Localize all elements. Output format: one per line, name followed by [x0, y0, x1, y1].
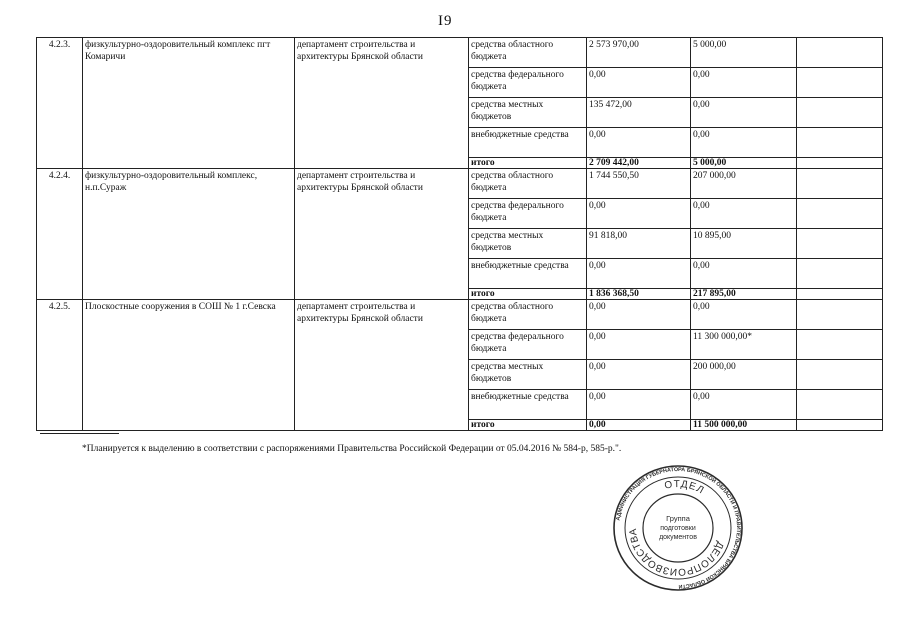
footnote: *Планируется к выделению в соответствии с распоряжениями Правительства Российской Федерации от 05.04.2016 № 584-р, 585-р.". [82, 444, 622, 454]
empty-cell [797, 420, 883, 431]
stamp-middle-top-text: ОТДЕЛ [663, 478, 707, 497]
amount-total: 2 573 970,00 [587, 38, 691, 68]
empty-cell [797, 300, 883, 330]
empty-cell [797, 128, 883, 158]
empty-cell [797, 98, 883, 128]
funding-source: средства областного бюджета [469, 300, 587, 330]
executor: департамент строительства и архитектуры Брянской области [295, 38, 469, 169]
total-amount: 1 836 368,50 [587, 289, 691, 300]
object-name: Плоскостные сооружения в СОШ № 1 г.Севска [83, 300, 295, 431]
empty-cell [797, 259, 883, 289]
amount-total: 0,00 [587, 128, 691, 158]
item-number: 4.2.4. [37, 169, 83, 300]
item-number: 4.2.5. [37, 300, 83, 431]
amount-year: 0,00 [691, 128, 797, 158]
empty-cell [797, 68, 883, 98]
amount-year: 200 000,00 [691, 360, 797, 390]
amount-year: 207 000,00 [691, 169, 797, 199]
empty-cell [797, 199, 883, 229]
total-amount: 0,00 [587, 420, 691, 431]
funding-source: внебюджетные средства [469, 259, 587, 289]
amount-year: 0,00 [691, 259, 797, 289]
funding-source: средства областного бюджета [469, 38, 587, 68]
empty-cell [797, 360, 883, 390]
funding-source: средства областного бюджета [469, 169, 587, 199]
total-amount: 217 895,00 [691, 289, 797, 300]
amount-year: 0,00 [691, 199, 797, 229]
amount-total: 0,00 [587, 360, 691, 390]
amount-total: 0,00 [587, 259, 691, 289]
funding-table [36, 37, 883, 431]
stamp-center-line2: подготовки [660, 525, 696, 532]
fund-row [37, 38, 883, 68]
total-amount: 5 000,00 [691, 158, 797, 169]
amount-total: 0,00 [587, 330, 691, 360]
funding-source: средства федерального бюджета [469, 199, 587, 229]
amount-year: 0,00 [691, 390, 797, 420]
amount-year: 5 000,00 [691, 38, 797, 68]
amount-total: 135 472,00 [587, 98, 691, 128]
empty-cell [797, 169, 883, 199]
empty-cell [797, 390, 883, 420]
executor: департамент строительства и архитектуры Брянской области [295, 300, 469, 431]
empty-cell [797, 330, 883, 360]
executor: департамент строительства и архитектуры Брянской области [295, 169, 469, 300]
object-name: физкультурно-оздоровительный комплекс пгт Комаричи [83, 38, 295, 169]
total-amount: 11 500 000,00 [691, 420, 797, 431]
total-label: итого [469, 289, 587, 300]
empty-cell [797, 38, 883, 68]
office-stamp [612, 463, 744, 593]
funding-source: средства местных бюджетов [469, 98, 587, 128]
stamp-ring-text: ДЕЛОПРОИЗВОДСТВА [627, 527, 726, 578]
amount-total: 0,00 [587, 300, 691, 330]
funding-source: средства местных бюджетов [469, 229, 587, 259]
funding-source: внебюджетные средства [469, 128, 587, 158]
empty-cell [797, 158, 883, 169]
amount-year: 0,00 [691, 300, 797, 330]
page-number: I9 [438, 13, 453, 29]
fund-row [37, 300, 883, 330]
empty-cell [797, 289, 883, 300]
amount-total: 0,00 [587, 68, 691, 98]
stamp-center-line3: документов [659, 534, 697, 541]
funding-source: внебюджетные средства [469, 390, 587, 420]
fund-row [37, 169, 883, 199]
amount-year: 11 300 000,00* [691, 330, 797, 360]
stamp-outer-text: АДМИНИСТРАЦИЯ ГУБЕРНАТОРА БРЯНСКОЙ ОБЛАСТИ И ПРАВИТЕЛЬСТВА БРЯНСКОЙ ОБЛАСТИ [615, 466, 742, 590]
amount-year: 10 895,00 [691, 229, 797, 259]
empty-cell [797, 229, 883, 259]
funding-source: средства местных бюджетов [469, 360, 587, 390]
amount-year: 0,00 [691, 98, 797, 128]
amount-total: 0,00 [587, 390, 691, 420]
item-number: 4.2.3. [37, 38, 83, 169]
total-label: итого [469, 158, 587, 169]
total-amount: 2 709 442,00 [587, 158, 691, 169]
funding-source: средства федерального бюджета [469, 330, 587, 360]
amount-total: 0,00 [587, 199, 691, 229]
amount-total: 1 744 550,50 [587, 169, 691, 199]
footnote-rule [40, 433, 119, 434]
stamp-center-line1: Группа [666, 514, 690, 523]
funding-source: средства федерального бюджета [469, 68, 587, 98]
object-name: физкультурно-оздоровительный комплекс, н.п.Сураж [83, 169, 295, 300]
total-label: итого [469, 420, 587, 431]
amount-year: 0,00 [691, 68, 797, 98]
amount-total: 91 818,00 [587, 229, 691, 259]
